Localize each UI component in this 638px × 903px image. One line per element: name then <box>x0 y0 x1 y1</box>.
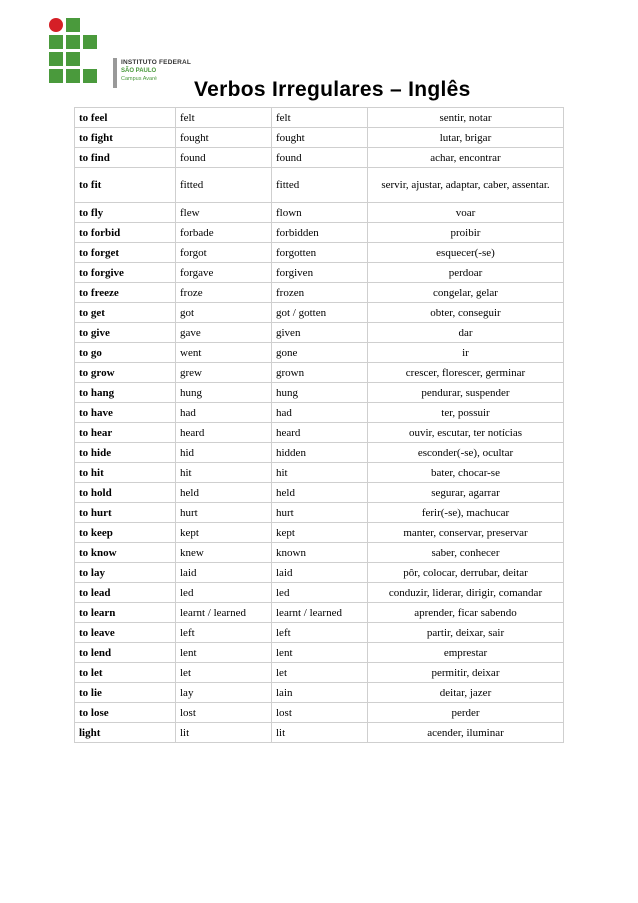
verb-infinitive: light <box>75 723 176 743</box>
verb-translation: esconder(-se), ocultar <box>368 443 564 463</box>
verb-infinitive: to give <box>75 323 176 343</box>
verb-participle: forgotten <box>272 243 368 263</box>
verb-past: hit <box>176 463 272 483</box>
verb-past: heard <box>176 423 272 443</box>
verb-participle: lost <box>272 703 368 723</box>
table-row <box>75 128 564 148</box>
verb-past: forbade <box>176 223 272 243</box>
table-row <box>75 323 564 343</box>
table-row <box>75 203 564 223</box>
table-row <box>75 723 564 743</box>
verb-participle: hidden <box>272 443 368 463</box>
logo-square <box>66 35 80 49</box>
verb-past: got <box>176 303 272 323</box>
table-row <box>75 663 564 683</box>
verb-participle: kept <box>272 523 368 543</box>
verb-participle: felt <box>272 108 368 128</box>
verb-translation: aprender, ficar sabendo <box>368 603 564 623</box>
verb-translation: achar, encontrar <box>368 148 564 168</box>
verb-participle: fought <box>272 128 368 148</box>
verb-translation: voar <box>368 203 564 223</box>
verbs-table-body <box>75 108 564 743</box>
table-row <box>75 383 564 403</box>
table-row <box>75 243 564 263</box>
verb-participle: learnt / learned <box>272 603 368 623</box>
logo-line-2: SÃO PAULO <box>121 68 157 74</box>
verb-translation: pôr, colocar, derrubar, deitar <box>368 563 564 583</box>
verb-past: felt <box>176 108 272 128</box>
verb-infinitive: to have <box>75 403 176 423</box>
verb-translation: emprestar <box>368 643 564 663</box>
verb-translation: permitir, deixar <box>368 663 564 683</box>
verb-infinitive: to fight <box>75 128 176 148</box>
verb-past: froze <box>176 283 272 303</box>
verb-participle: gone <box>272 343 368 363</box>
verb-translation: dar <box>368 323 564 343</box>
verb-participle: fitted <box>272 168 368 203</box>
verb-participle: hung <box>272 383 368 403</box>
verb-participle: let <box>272 663 368 683</box>
verb-infinitive: to forget <box>75 243 176 263</box>
table-row <box>75 283 564 303</box>
logo-line-1: INSTITUTO FEDERAL <box>121 59 192 66</box>
verb-participle: heard <box>272 423 368 443</box>
verb-participle: forgiven <box>272 263 368 283</box>
verb-past: lay <box>176 683 272 703</box>
verb-participle: got / gotten <box>272 303 368 323</box>
table-row <box>75 583 564 603</box>
verbs-table <box>74 107 564 743</box>
verb-participle: forbidden <box>272 223 368 243</box>
logo-divider <box>113 58 117 88</box>
verb-participle: found <box>272 148 368 168</box>
verb-translation: congelar, gelar <box>368 283 564 303</box>
verb-past: learnt / learned <box>176 603 272 623</box>
verb-infinitive: to know <box>75 543 176 563</box>
verb-past: hurt <box>176 503 272 523</box>
verb-translation: obter, conseguir <box>368 303 564 323</box>
verb-translation: lutar, brigar <box>368 128 564 148</box>
verb-past: grew <box>176 363 272 383</box>
verb-past: kept <box>176 523 272 543</box>
verb-infinitive: to keep <box>75 523 176 543</box>
verb-past: gave <box>176 323 272 343</box>
table-row <box>75 168 564 203</box>
verb-infinitive: to forbid <box>75 223 176 243</box>
verb-past: led <box>176 583 272 603</box>
verb-translation: deitar, jazer <box>368 683 564 703</box>
logo-square <box>49 69 63 83</box>
verb-past: laid <box>176 563 272 583</box>
table-row <box>75 263 564 283</box>
verb-participle: hurt <box>272 503 368 523</box>
verb-translation: perder <box>368 703 564 723</box>
verb-participle: given <box>272 323 368 343</box>
table-row <box>75 683 564 703</box>
verb-participle: lit <box>272 723 368 743</box>
verb-infinitive: to hurt <box>75 503 176 523</box>
verb-participle: frozen <box>272 283 368 303</box>
institute-logo <box>49 18 192 88</box>
verb-translation: proibir <box>368 223 564 243</box>
verb-participle: had <box>272 403 368 423</box>
verb-translation: perdoar <box>368 263 564 283</box>
verb-infinitive: to get <box>75 303 176 323</box>
verb-past: hung <box>176 383 272 403</box>
table-row <box>75 343 564 363</box>
table-row <box>75 483 564 503</box>
verb-past: lent <box>176 643 272 663</box>
verb-infinitive: to lend <box>75 643 176 663</box>
verb-past: let <box>176 663 272 683</box>
table-row <box>75 363 564 383</box>
verb-translation: ir <box>368 343 564 363</box>
verb-translation: manter, conservar, preservar <box>368 523 564 543</box>
table-row <box>75 223 564 243</box>
verb-past: forgot <box>176 243 272 263</box>
verb-infinitive: to lay <box>75 563 176 583</box>
verb-translation: ter, possuir <box>368 403 564 423</box>
verb-participle: hit <box>272 463 368 483</box>
verb-translation: conduzir, liderar, dirigir, comandar <box>368 583 564 603</box>
table-row <box>75 303 564 323</box>
table-row <box>75 463 564 483</box>
logo-square <box>49 52 63 66</box>
verb-infinitive: to lie <box>75 683 176 703</box>
table-row <box>75 503 564 523</box>
verb-past: lit <box>176 723 272 743</box>
verb-infinitive: to hear <box>75 423 176 443</box>
verb-infinitive: to let <box>75 663 176 683</box>
table-row <box>75 643 564 663</box>
table-row <box>75 403 564 423</box>
verb-past: left <box>176 623 272 643</box>
table-row <box>75 108 564 128</box>
verb-participle: known <box>272 543 368 563</box>
logo-square <box>49 35 63 49</box>
table-row <box>75 523 564 543</box>
table-row <box>75 563 564 583</box>
verb-infinitive: to forgive <box>75 263 176 283</box>
verb-infinitive: to freeze <box>75 283 176 303</box>
verb-infinitive: to leave <box>75 623 176 643</box>
verb-infinitive: to go <box>75 343 176 363</box>
verb-translation: ferir(-se), machucar <box>368 503 564 523</box>
verb-past: flew <box>176 203 272 223</box>
logo-square <box>83 35 97 49</box>
verb-past: had <box>176 403 272 423</box>
verb-infinitive: to find <box>75 148 176 168</box>
verb-translation: saber, conhecer <box>368 543 564 563</box>
logo-line-3: Campus Avaré <box>121 76 157 82</box>
verb-translation: sentir, notar <box>368 108 564 128</box>
verb-translation: pendurar, suspender <box>368 383 564 403</box>
verb-past: forgave <box>176 263 272 283</box>
verb-past: hid <box>176 443 272 463</box>
verb-participle: held <box>272 483 368 503</box>
table-row <box>75 148 564 168</box>
logo-square <box>66 18 80 32</box>
verb-participle: lain <box>272 683 368 703</box>
verb-translation: bater, chocar-se <box>368 463 564 483</box>
table-row <box>75 603 564 623</box>
verb-infinitive: to learn <box>75 603 176 623</box>
verb-translation: partir, deixar, sair <box>368 623 564 643</box>
verb-translation: ouvir, escutar, ter notícias <box>368 423 564 443</box>
logo-square <box>66 69 80 83</box>
verb-infinitive: to grow <box>75 363 176 383</box>
verb-past: found <box>176 148 272 168</box>
verb-infinitive: to hit <box>75 463 176 483</box>
verb-infinitive: to fit <box>75 168 176 203</box>
page-title: Verbos Irregulares – Inglês <box>194 78 471 101</box>
verb-past: lost <box>176 703 272 723</box>
verb-past: knew <box>176 543 272 563</box>
verb-infinitive: to lose <box>75 703 176 723</box>
verb-translation: servir, ajustar, adaptar, caber, assentar. <box>368 168 564 203</box>
verb-participle: grown <box>272 363 368 383</box>
verb-translation: acender, iluminar <box>368 723 564 743</box>
table-row <box>75 423 564 443</box>
verb-translation: segurar, agarrar <box>368 483 564 503</box>
verb-past: fitted <box>176 168 272 203</box>
table-row <box>75 703 564 723</box>
verb-infinitive: to hide <box>75 443 176 463</box>
verb-participle: flown <box>272 203 368 223</box>
table-row <box>75 543 564 563</box>
verb-translation: esquecer(-se) <box>368 243 564 263</box>
verb-past: went <box>176 343 272 363</box>
verb-past: fought <box>176 128 272 148</box>
logo-square <box>66 52 80 66</box>
table-row <box>75 623 564 643</box>
verb-infinitive: to hold <box>75 483 176 503</box>
verb-participle: laid <box>272 563 368 583</box>
verb-translation: crescer, florescer, germinar <box>368 363 564 383</box>
verb-infinitive: to lead <box>75 583 176 603</box>
verb-infinitive: to fly <box>75 203 176 223</box>
verb-participle: lent <box>272 643 368 663</box>
verb-infinitive: to feel <box>75 108 176 128</box>
verb-infinitive: to hang <box>75 383 176 403</box>
table-row <box>75 443 564 463</box>
logo-red-dot <box>49 18 63 32</box>
logo-square <box>83 69 97 83</box>
verb-past: held <box>176 483 272 503</box>
verb-participle: led <box>272 583 368 603</box>
verb-participle: left <box>272 623 368 643</box>
